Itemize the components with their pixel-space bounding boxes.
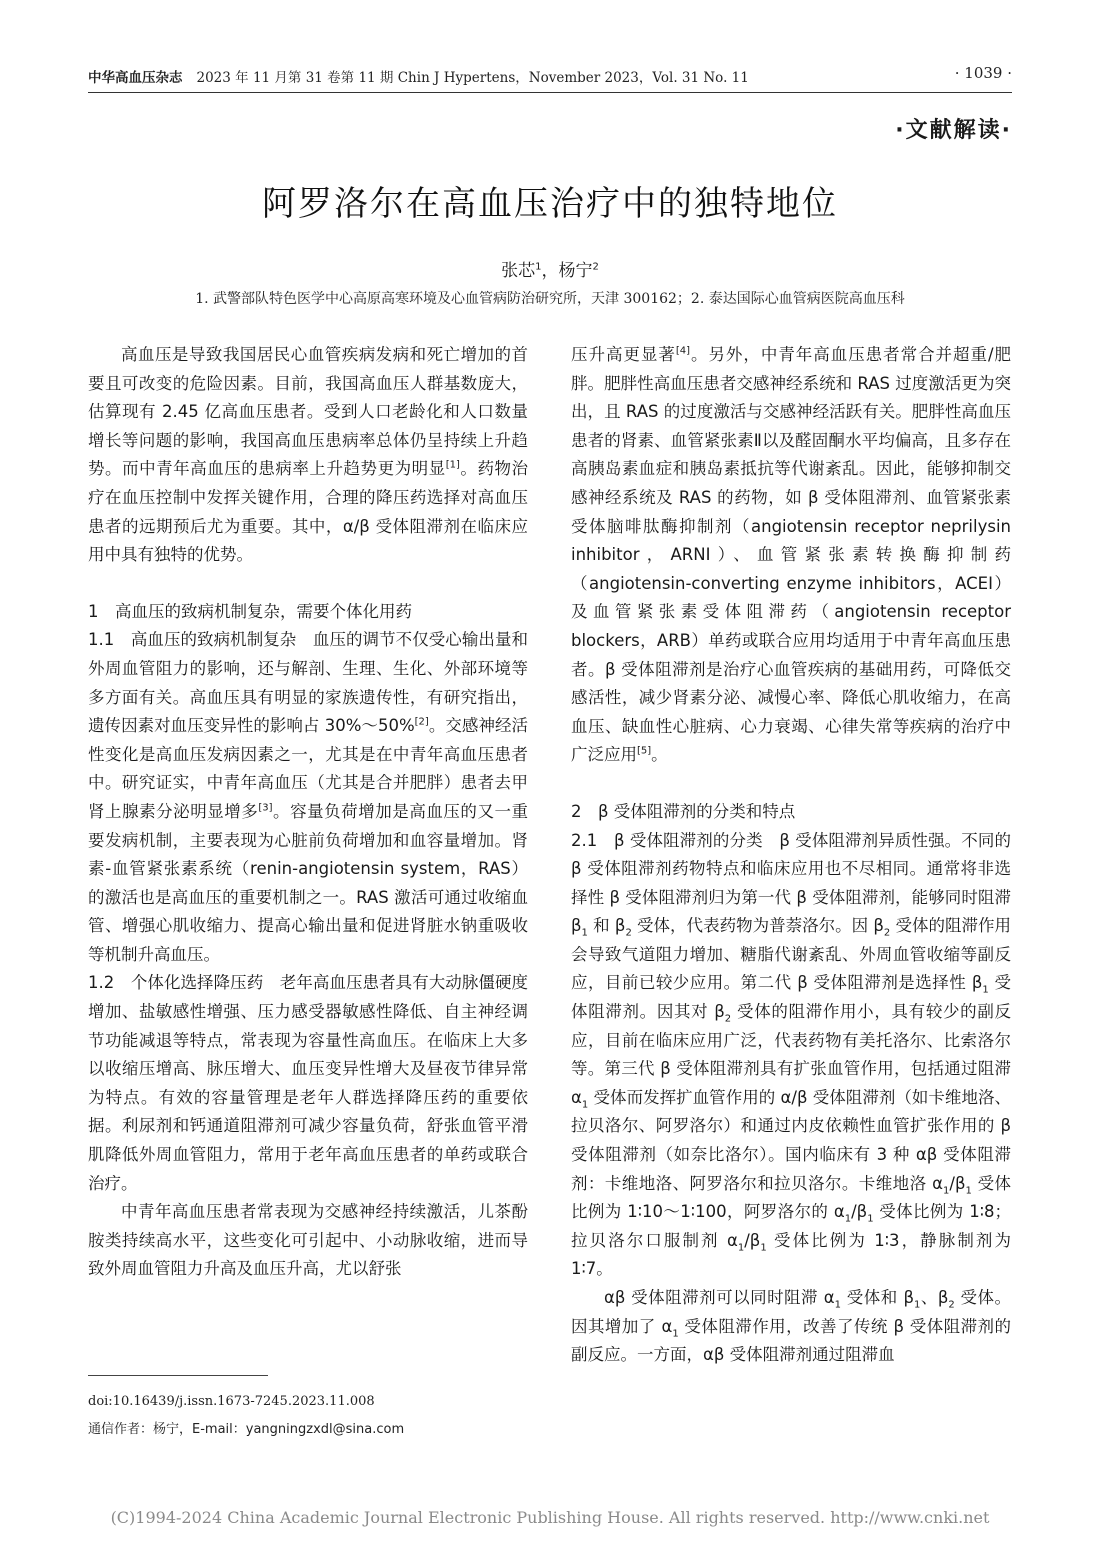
citation-ref: [1] xyxy=(445,459,460,471)
running-header xyxy=(88,62,1012,88)
subscript: 1 xyxy=(581,927,588,939)
paragraph-text: 受体的阻滞作用小，具有较少的副反应，目前在临床应用广泛，代表药物有美托洛尔、比索洛尔等。第三代 β 受体阻滞剂具有扩张血管作用，包括通过阻滞 α xyxy=(571,1002,1011,1107)
paragraph-text: 。容量负荷增加是高血压的又一重要发病机制，主要表现为心脏前负荷增加和血容量增加。肾素-血管紧张素系统（renin-angiotensin system，RAS）的激活也是高血压的重要机制之一。RAS 激活可通过收缩血管、增强心肌收缩力、提高心输出量和促进肾脏水钠重吸收等机制升高血压。 xyxy=(88,801,529,964)
subscript: 1 xyxy=(581,1099,589,1111)
paragraph-text: /β xyxy=(851,1202,868,1222)
citation-ref: [4] xyxy=(675,345,690,357)
paragraph-text: 高血压是导致我国居民心血管疾病发病和死亡增加的首要且可改变的危险因素。目前，我国高血压人群基数庞大，估算现有 2.45 亿高血压患者。受到人口老龄化和人口数量增长等问题的影响，我国高血压患病率总体仍呈持续上升趋势。而中青年高血压的患病率上升趋势更为明显 xyxy=(88,345,528,479)
subscript: 1 xyxy=(943,1184,950,1196)
paragraph-text: 受体阻滞剂。因其对 β xyxy=(571,973,1012,1022)
article-title: 阿罗洛尔在高血压治疗中的独特地位 xyxy=(262,184,838,224)
subsection-2-1 xyxy=(571,827,1011,1285)
page-number: · 1039 · xyxy=(954,64,1012,82)
subsection-1-2 xyxy=(88,969,528,1198)
paragraph-text: 受体的阻滞作用会导致气道阻力增加、糖脂代谢紊乱、外周血管收缩等副反应，目前已较少应用。第二代 β 受体阻滞剂是选择性 β xyxy=(571,916,1011,993)
paragraph-text: 受体，代表药物为普萘洛尔。因 β xyxy=(631,916,884,936)
paragraph-text: 血压的调节不仅受心输出量和外周血管阻力的影响，还与解剖、生理、生化、外部环境等多方面有关。高血压具有明显的家族遗传性，有研究指出，遗传因素对血压变异性的影响占 30%～50% xyxy=(88,630,528,736)
intro-paragraph xyxy=(88,341,528,570)
paragraph-text: 压升高更显著 xyxy=(571,345,676,364)
subsection-label: 2.1 β 受体阻滞剂的分类 xyxy=(571,830,780,850)
paragraph-text: 受体和 β xyxy=(841,1288,915,1307)
subscript: 1 xyxy=(965,1184,972,1196)
subscript: 2 xyxy=(948,1299,955,1311)
subscript: 1 xyxy=(914,1299,921,1311)
affiliation-marker: 2 xyxy=(592,261,599,273)
youth-paragraph: 中青年高血压患者常表现为交感神经持续激活，儿茶酚胺类持续高水平，这些变化可引起中、小动脉收缩，进而导致外周血管阻力升高及血压升高，尤以舒张 xyxy=(88,1202,528,1279)
paragraph-text: β 受体阻滞剂异质性强。不同的 β 受体阻滞剂药物特点和临床应用也不尽相同。通常将非选择性 β 受体阻滞剂归为第一代 β 受体阻滞剂，能够同时阻滞 β xyxy=(571,830,1012,936)
footnote-rule xyxy=(88,1375,268,1376)
subscript: 2 xyxy=(724,1013,732,1025)
section-heading-2: 2 β 受体阻滞剂的分类和特点 xyxy=(571,801,796,821)
author-line xyxy=(0,256,1100,281)
citation-ref: [5] xyxy=(637,745,652,757)
citation-ref: [3] xyxy=(258,802,273,814)
paragraph-text: /β xyxy=(949,1173,966,1193)
copyright-notice: (C)1994-2024 China Academic Journal Electronic Publishing House. All rights reserved. http://www.cnki.net xyxy=(110,1508,990,1527)
journal-name: 中华高血压杂志 xyxy=(88,70,183,86)
affiliation-marker: 1 xyxy=(535,261,542,273)
subscript: 1 xyxy=(867,1213,874,1225)
paragraph-text: 受体。因其增加了 α xyxy=(571,1288,1011,1336)
author-separator: ， xyxy=(541,261,559,281)
paragraph-text: 和 β xyxy=(587,916,626,936)
header-left xyxy=(88,66,749,86)
subsection-label: 1.2 个体化选择降压药 xyxy=(88,973,280,993)
paragraph-text: 。另外，中青年高血压患者常合并超重/肥胖。肥胖性高血压患者交感神经系统和 RAS 过度激活更为突出，且 RAS 的过度激活与交感神经活跃有关。肥胖性高血压患者的肾素、血管紧张素Ⅱ以及醛固酮水平均偏高，且多存在高胰岛素血症和胰岛素抵抗等代谢紊乱。因此，能够抑制交感神经系统及 RAS 的药物，如 β 受体阻滞剂、血管紧张素受体脑啡肽酶抑制剂（angiotensin receptor neprilysin inhibitor，ARNI）、血管紧张素转换酶抑制药（angiotensin-converting enzyme inhibitors，ACEI）及血管紧张素受体阻滞药（angiotensin receptor blockers，ARB）单药或联合应用均适用于中青年高血压患者。β 受体阻滞剂是治疗心血管疾病的基础用药，可降低交感活性，减少肾素分泌、减慢心率、降低心肌收缩力，在高血压、缺血性心脏病、心力衰竭、心律失常等疾病的治疗中广泛应用 xyxy=(571,345,1012,765)
paragraph-text: αβ 受体阻滞剂可以同时阻滞 α xyxy=(604,1288,835,1307)
author-name: 杨宁 xyxy=(558,261,593,281)
doi-footnote: doi:10.16439/j.issn.1673-7245.2023.11.008 xyxy=(88,1394,375,1409)
subsection-label: 1.1 高血压的致病机制复杂 xyxy=(88,630,313,650)
subscript: 2 xyxy=(625,927,632,939)
subscript: 1 xyxy=(982,984,989,996)
column-tag: ·文献解读· xyxy=(895,118,1012,143)
affiliations: 1. 武警部队特色医学中心高原高寒环境及心血管病防治研究所，天津 300162；2. 泰达国际心血管病医院高血压科 xyxy=(195,291,905,307)
subscript: 1 xyxy=(737,1242,745,1254)
paragraph-text: 受体阻滞作用，改善了传统 β 受体阻滞剂的副反应。一方面，αβ 受体阻滞剂通过阻滞血 xyxy=(571,1316,1012,1365)
paragraph-text: 受体比例为 1∶3，静脉制剂为 1∶7。 xyxy=(571,1230,1012,1279)
paragraph-text: /β xyxy=(744,1230,761,1250)
paragraph-text: 。 xyxy=(651,745,668,765)
alpha-beta-paragraph xyxy=(571,1284,1011,1370)
right-column xyxy=(571,341,1011,1370)
paragraph-text: 受体比例为 1∶8；拉贝洛尔口服制剂 α xyxy=(571,1202,1011,1250)
header-rule xyxy=(88,92,1012,93)
subsection-1-1 xyxy=(88,626,528,969)
author-name: 张芯 xyxy=(501,261,536,281)
continued-paragraph xyxy=(571,341,1011,770)
corresponding-author-footnote: 通信作者：杨宁，E-mail：yangningzxdl@sina.com xyxy=(88,1422,405,1437)
paragraph-text: 、β xyxy=(920,1288,949,1307)
paragraph-text: 老年高血压患者具有大动脉僵硬度增加、盐敏感性增强、压力感受器敏感性降低、自主神经调节功能减退等特点，常表现为容量性高血压。在临床上大多以收缩压增高、脉压增大、血压变异性增大及昼夜节律异常为特点。有效的容量管理是老年人群选择降压药的重要依据。利尿剂和钙通道阻滞剂可减少容量负荷，舒张血管平滑肌降低外周血管阻力，常用于老年高血压患者的单药或联合治疗。 xyxy=(88,973,528,1193)
subscript: 1 xyxy=(672,1327,679,1339)
section-heading-1: 1 高血压的致病机制复杂，需要个体化用药 xyxy=(88,601,412,621)
paragraph-text: 受体比例为 1∶10～1∶100，阿罗洛尔的 α xyxy=(571,1173,1011,1222)
issue-info: 2023 年 11 月第 31 卷第 11 期 Chin J Hypertens，November 2023，Vol. 31 No. 11 xyxy=(196,70,749,86)
paragraph-text: 。药物治疗在血压控制中发挥关键作用，合理的降压药选择对高血压患者的远期预后尤为重要。其中，α/β 受体阻滞剂在临床应用中具有独特的优势。 xyxy=(88,459,529,565)
citation-ref: [2] xyxy=(414,716,429,728)
paragraph-text: 受体而发挥扩血管作用的 α/β 受体阻滞剂（如卡维地洛、拉贝洛尔、阿罗洛尔）和通过内皮依赖性血管扩张作用的 β 受体阻滞剂（如奈比洛尔）。国内临床有 3 种 αβ 受体阻滞剂：卡维地洛、阿罗洛尔和拉贝洛尔。卡维地洛 α xyxy=(571,1087,1011,1193)
left-column xyxy=(88,341,528,1284)
subscript: 1 xyxy=(844,1213,852,1225)
subscript: 1 xyxy=(834,1299,842,1311)
paragraph-text: 。交感神经活性变化是高血压发病因素之一，尤其是在中青年高血压患者中。研究证实，中青年高血压（尤其是合并肥胖）患者去甲肾上腺素分泌明显增多 xyxy=(88,716,529,821)
subscript: 2 xyxy=(883,927,891,939)
subscript: 1 xyxy=(760,1242,767,1254)
